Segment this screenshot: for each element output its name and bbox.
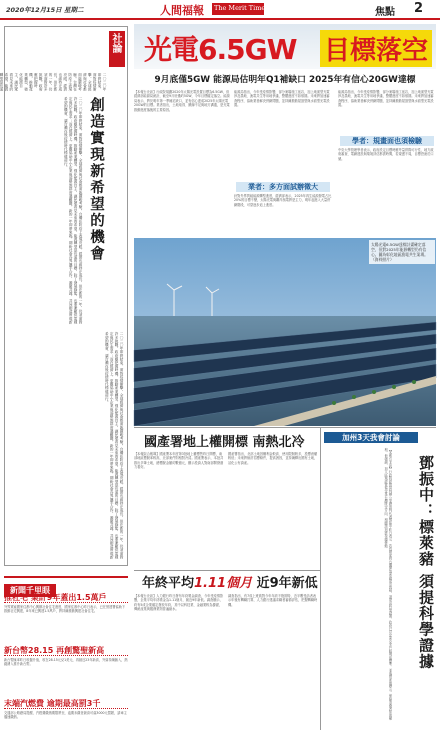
top-story-crosshead: 學者：規畫面也須檢驗 bbox=[340, 136, 434, 146]
editorial-body: 二〇二〇年即將結束，面對疫情衝擊，全球經濟與社會都面臨嚴峻考驗。台灣在防疫上表現亮眼，經濟也維持正成長，但在新的一年，仍須面對許多挑戰。政府應把握時機，推動產業轉型，強化能源自主，讓民眾看見未來的希望。能源轉型是長遠的目標，除了發展綠能，也要兼顧供電穩定與民生需求；而在經濟上，更應協助中小企業與弱勢族群度過難關。新的一年即將來臨，期盼社會各界攜手合作，凝聚共識，共同創造實現新希望的機會，讓台灣在後疫情時代穩健前行。 bbox=[64, 97, 83, 324]
top-story-headline: 光電6.5GW bbox=[144, 33, 297, 66]
top-story-body: 【本報台北訊】行政院規劃2020年太陽光電設置目標為6.5GW，但經濟部能源局統計，截至9月底僅約5GW，今年目標確定落空。能源局表示，將於明年第一季補足缺口，並有信心達成2025年太陽光電20GW的目標。業者指出，土地取得、饋線不足與地方溝通，是光電推動進度落後的主要原因。 bbox=[134, 90, 230, 112]
top-story-banner bbox=[134, 24, 436, 69]
top-story-body: 能源局指出，今年受疫情影響，部分案場施工延宕，加上地面型光電涉及農地、漁電共生等用地爭議，整體進度不如預期。未來將加速審查程序，協助業者解決併網問題，並持續推動屋頂型與水面型光電設置。 bbox=[234, 90, 330, 108]
column-divider bbox=[320, 428, 321, 730]
briefs-section-header bbox=[4, 576, 128, 595]
top-story-body: 能源局指出，今年受疫情影響，部分案場施工延宕，加上地面型光電涉及農地、漁電共生等用地爭議，整體進度不如預期。未來將加速審查程序，協助業者解決併網問題，並持續推動屋頂型與水面型光電設置。 bbox=[338, 90, 434, 108]
bottom-headline-prefix: 年終平均 bbox=[142, 576, 195, 591]
editorial-label: 社論 bbox=[110, 33, 121, 53]
right-story-body: 【本報台北訊】行政院經貿談判辦公室總談判代表鄧振中昨日表示，若有國家對台灣開放萊豬提出質疑，須提出科學證據。政府已訂定萊克多巴胺殘留標準，並落實產地標示，保障消費者知的權利。他強調，加入區域經貿協定是台灣既定方向，相關談判將持續推動。 bbox=[383, 448, 392, 720]
newspaper-logo: 人間福報 bbox=[160, 4, 204, 17]
photo-caption: 太陽光電6.5GW達標計畫確定落空，但對2025年能源轉型仍有信心。圖為彰化地區漁電共生案場。（資料照片） bbox=[369, 240, 435, 264]
bottom-headline-suffix: 近9年新低 bbox=[252, 576, 318, 591]
brief-title: 推社宅 業計9年蓋出1.5萬戶 bbox=[4, 592, 128, 603]
editorial-body-top: 二〇二〇年即將結束，面對疫情衝擊，全球經濟與社會都面臨嚴峻考驗。台灣在防疫上表現亮眼，經濟也維持正成長，但在新的一年，仍須面對許多挑戰。政府應把握時機，推動產業轉型，強化能源自主，讓民眾看見未來的希望。能源轉型是長遠 bbox=[0, 73, 107, 91]
brief-title: 新台幣28.15 再創驚聖新高 bbox=[4, 645, 128, 656]
newspaper-english-name: The Merit Times bbox=[214, 4, 269, 12]
right-story-tag: 加州3天我會討論 bbox=[324, 432, 418, 443]
editorial-label-tag bbox=[109, 31, 125, 67]
left-column bbox=[0, 26, 128, 728]
bottom-headline-highlight: 1.11個月 bbox=[194, 576, 253, 591]
top-story-subhead: 9月底僅5GW 能源局估明年Q1補缺口 2025年有信心20GW達標 bbox=[154, 75, 416, 85]
editorial-body-lower: 二〇二〇年即將結束，面對疫情衝擊，全球經濟與社會都面臨嚴峻考驗。台灣在防疫上表現亮眼，經濟也維持正成長，但在新的一年，仍須面對許多挑戰。政府應把握時機，推動產業轉型，強化能源自主，讓民眾看見未來的希望。能源轉型是長遠的目標，除了發展綠能，也要兼顧供電穩定與民生需求；而在經濟上，更應協助中小企業與弱勢族群度過難關。新的一年即將來臨，期盼社會各界攜手合作，凝聚共識，共同創造實現新希望的機會，讓台灣在後疫情時代穩健前行。 bbox=[105, 332, 124, 559]
page-header bbox=[0, 0, 440, 20]
page-number: 2 bbox=[414, 1, 424, 16]
bottom-story-body: 【本報台北訊】人力銀行昨日發布年終獎金調查，今年受疫情影響，企業平均年終獎金為1.11個月，創近9年新低。調查顯示，約有5成企業確定發放年終，其中以科技業、金融業較為優渥，傳統產業與服務業則普遍縮水。 bbox=[134, 594, 224, 612]
issue-date: 2020年12月15日 星期二 bbox=[6, 6, 84, 14]
top-story-body: 針對外界質疑能源轉型進度，經濟部表示，2025年再生能源發電占比20%的目標不變，太陽光電與離岸風電將是主力，明年起進入大量併網階段，可望逐步追上進度。 bbox=[234, 194, 332, 207]
top-story-crosshead: 業者：多方面試辦徵大 bbox=[236, 182, 330, 192]
top-story-headline-highlight: 目標落空 bbox=[320, 30, 432, 67]
editorial-box bbox=[0, 26, 128, 566]
editorial-headline: 創造實現新希望的機會 bbox=[88, 97, 104, 262]
section-divider bbox=[134, 570, 320, 571]
bottom-story-headline bbox=[134, 572, 320, 592]
brief-body: 新台幣匯率昨日收盤升值，收在28.15元兌1美元，再創近23年新高，外資持續匯入，熱錢湧入推升新台幣。 bbox=[4, 658, 128, 667]
solar-farm-illustration bbox=[134, 238, 436, 426]
section-name: 焦點 bbox=[375, 7, 395, 18]
brief-title: 末端汽燃費 逾期最高罰3千 bbox=[4, 698, 128, 709]
middle-story-body: 國產署指出，北部土地因權利金較高、使用限制較多，投標意願較低；未來將檢討招標條件，提高誘因，並持續釋出國有土地，活化公有資產。 bbox=[228, 452, 318, 465]
briefs-section-title: 新聞千里眼 bbox=[4, 584, 56, 597]
middle-story-headline: 國產署地上權開標 南熱北冷 bbox=[144, 435, 305, 450]
right-story-headline: 鄧振中：標萊豬 須提科學證據 bbox=[417, 455, 435, 670]
solar-farm-photo bbox=[134, 238, 436, 426]
middle-story-body: 【本報綜合報導】國產署本年度第3批地上權標售昨日開標，南部地區標脫率較高，北部案件則相對冷清。國產署表示，本批共推出多筆土地，總標脫金額約數億元，顯示投資人對南部開發潛力看好。 bbox=[134, 452, 224, 470]
top-story-body: 中央大學管理學者表示，政府設定目標時應考量實際可行性，地方政府審查、電網建設與環境評估都需時間，若規畫不周，目標恐流於口號。 bbox=[338, 148, 434, 161]
brief-body: 交通部公路總局提醒，汽燃費繳納期限將至，逾期未繳者最高可處3000元罰鍰，請車主儘速繳納。 bbox=[4, 711, 127, 720]
brief-body: 外界質疑國家住都中心興辦社會住宅進度，國家住都中心昨日表示，已在營建署協助下推動社宅興建，8年來已興建1.5萬戶，將持續推動興建社會住宅。 bbox=[4, 605, 126, 614]
bottom-story-body: 調查指出，有7成上班族對今年年終不抱期待，近半數受訪者表示年後有轉職打算，人力銀行建議求職者審慎評估，把握轉職時機。 bbox=[228, 594, 318, 607]
